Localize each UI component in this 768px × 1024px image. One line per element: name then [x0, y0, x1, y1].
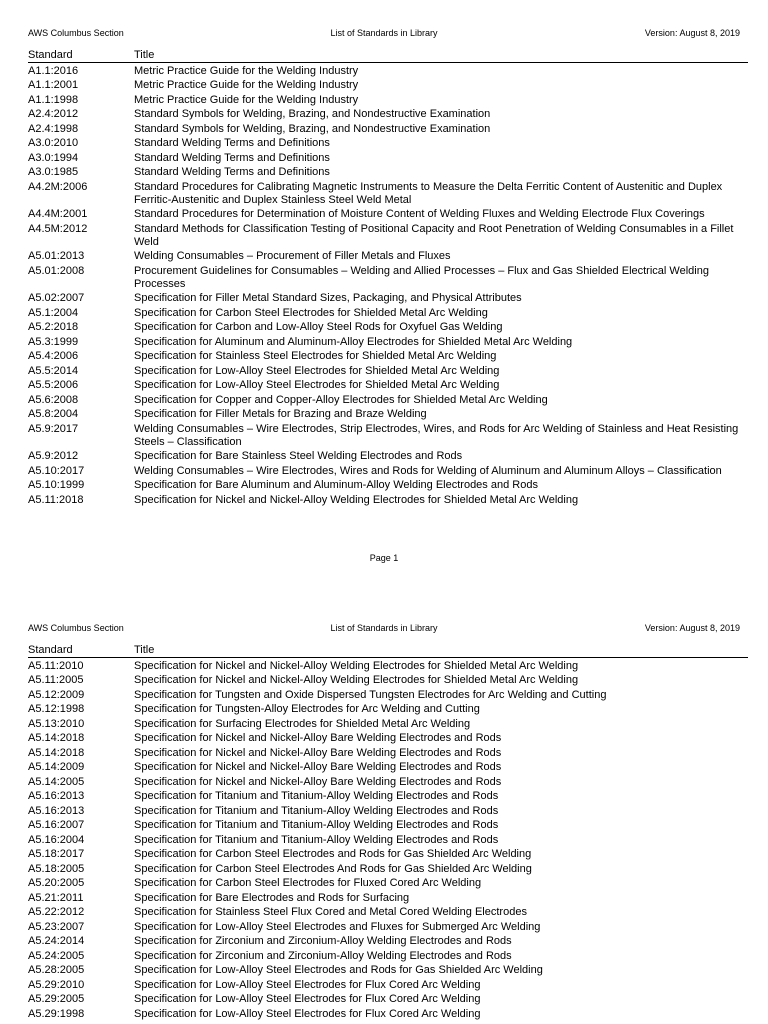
standard-title: Specification for Zirconium and Zirconium-Alloy Welding Electrodes and Rods	[134, 949, 512, 962]
standard-number: A1.1:2016	[28, 64, 79, 77]
standard-number: A5.29:2005	[28, 993, 85, 1005]
page-header	[0, 28, 768, 42]
standard-number: A3.0:2010	[28, 137, 79, 149]
standard-title: Specification for Nickel and Nickel-Alloy Bare Welding Electrodes and Rods	[134, 732, 502, 744]
table-row	[28, 906, 748, 919]
standard-title: Standard Symbols for Welding, Brazing, and Nondestructive Examination	[134, 122, 491, 135]
standard-title: Specification for Stainless Steel Flux Cored and Metal Cored Welding Electrodes	[134, 906, 527, 918]
standard-number: A5.16:2013	[28, 804, 85, 817]
standard-number: A5.11:2018	[28, 493, 84, 506]
standard-title: Specification for Tungsten and Oxide Dispersed Tungsten Electrodes for Arc Welding and Cutting	[134, 688, 607, 701]
table-row	[28, 350, 748, 363]
document-page-1	[0, 28, 768, 507]
table-row	[28, 790, 748, 803]
header-version: Version: August 8, 2019	[644, 28, 740, 38]
standard-number: A4.2M:2006	[28, 180, 88, 193]
standard-title: Specification for Low-Alloy Steel Electrodes for Flux Cored Arc Welding	[134, 978, 481, 991]
standard-number: A5.16:2007	[28, 819, 85, 831]
standard-title: Specification for Aluminum and Aluminum-Alloy Electrodes for Shielded Metal Arc Welding	[134, 335, 573, 348]
standard-title: Standard Methods for Classification Testing of Positional Capacity and Root Penetration of Welding Consumables in a Fillet Weld	[134, 222, 734, 248]
standard-number: A5.01:2008	[28, 264, 85, 277]
table-row	[28, 660, 748, 673]
standard-title: Specification for Titanium and Titanium-Alloy Welding Electrodes and Rods	[134, 790, 499, 802]
standard-number: A2.4:1998	[28, 122, 79, 135]
table-row	[28, 181, 748, 207]
standard-title: Welding Consumables – Wire Electrodes, Strip Electrodes, Wires, and Rods for Arc Welding of Stainless and Heat Resisting Steels – Classification	[134, 422, 739, 448]
standard-number: A4.4M:2001	[28, 208, 88, 220]
standard-title: Specification for Filler Metal Standard Sizes, Packaging, and Physical Attributes	[134, 292, 522, 304]
standard-title: Specification for Nickel and Nickel-Alloy Welding Electrodes for Shielded Metal Arc Welding	[134, 659, 579, 672]
standard-number: A5.5:2014	[28, 364, 79, 377]
header-doc-title: List of Standards in Library	[330, 623, 438, 633]
standard-title: Specification for Filler Metals for Brazing and Braze Welding	[134, 408, 427, 420]
standard-title: Specification for Carbon Steel Electrodes for Shielded Metal Arc Welding	[134, 306, 488, 319]
column-header-title: Title	[134, 644, 155, 656]
table-row	[28, 479, 748, 492]
standard-title: Specification for Carbon Steel Electrodes for Fluxed Cored Arc Welding	[134, 877, 482, 889]
table-row	[28, 379, 748, 392]
standard-title: Specification for Nickel and Nickel-Alloy Bare Welding Electrodes and Rods	[134, 761, 502, 773]
standard-title: Specification for Tungsten-Alloy Electrodes for Arc Welding and Cutting	[134, 703, 480, 715]
standard-number: A5.18:2005	[28, 862, 85, 875]
table-row	[28, 1008, 748, 1021]
standard-number: A4.5M:2012	[28, 222, 88, 235]
standard-number: A5.01:2013	[28, 250, 85, 262]
table-row	[28, 394, 748, 407]
standard-title: Procurement Guidelines for Consumables – Welding and Allied Processes – Flux and Gas Shielded Electrical Welding Processes	[134, 264, 709, 290]
standard-title: Standard Welding Terms and Definitions	[134, 151, 330, 164]
standard-number: A5.12:1998	[28, 703, 85, 715]
standard-number: A5.3:1999	[28, 335, 79, 348]
standard-number: A5.16:2004	[28, 833, 85, 846]
standard-number: A5.13:2010	[28, 717, 85, 730]
header-doc-title: List of Standards in Library	[330, 28, 438, 38]
table-row	[28, 123, 748, 136]
table-row	[28, 307, 748, 320]
standard-title: Standard Procedures for Calibrating Magnetic Instruments to Measure the Delta Ferritic Content of Austenitic and Duplex Ferritic-Austenitic and Duplex Stainless Steel Weld Metal	[134, 180, 723, 206]
table-row	[28, 819, 748, 832]
standard-number: A3.0:1985	[28, 166, 79, 178]
table-row	[28, 465, 748, 478]
standard-title: Welding Consumables – Wire Electrodes, Wires and Rods for Welding of Aluminum and Aluminum Alloys – Classification	[134, 464, 722, 477]
header-org: AWS Columbus Section	[28, 623, 124, 633]
table-row	[28, 703, 748, 716]
standard-number: A5.28:2005	[28, 964, 85, 976]
table-row	[28, 689, 748, 702]
standard-title: Specification for Carbon Steel Electrodes and Rods for Gas Shielded Arc Welding	[134, 848, 532, 860]
table-row	[28, 250, 748, 263]
table-row	[28, 863, 748, 876]
standard-number: A5.24:2014	[28, 935, 85, 947]
standard-number: A5.02:2007	[28, 292, 85, 304]
table-row	[28, 65, 748, 78]
standard-number: A5.6:2008	[28, 393, 79, 406]
standard-number: A1.1:1998	[28, 93, 79, 106]
standard-number: A5.21:2011	[28, 891, 84, 904]
table-row	[28, 450, 748, 463]
standard-number: A5.14:2018	[28, 732, 85, 744]
standard-title: Standard Symbols for Welding, Brazing, and Nondestructive Examination	[134, 108, 491, 120]
standard-title: Welding Consumables – Procurement of Filler Metals and Fluxes	[134, 250, 451, 262]
table-row	[28, 137, 748, 150]
standard-number: A5.29:1998	[28, 1007, 85, 1020]
standard-number: A5.14:2018	[28, 746, 85, 759]
header-version: Version: August 8, 2019	[644, 623, 740, 633]
standard-number: A5.18:2017	[28, 848, 85, 860]
standard-number: A5.9:2012	[28, 450, 79, 462]
standard-title: Specification for Titanium and Titanium-Alloy Welding Electrodes and Rods	[134, 804, 499, 817]
table-row	[28, 365, 748, 378]
standard-title: Specification for Low-Alloy Steel Electrodes and Fluxes for Submerged Arc Welding	[134, 920, 541, 933]
standard-number: A5.16:2013	[28, 790, 85, 802]
column-header-standard: Standard	[28, 49, 73, 61]
table-row	[28, 108, 748, 121]
standard-number: A5.20:2005	[28, 877, 85, 889]
standard-number: A5.12:2009	[28, 688, 85, 701]
standard-title: Specification for Low-Alloy Steel Electrodes for Flux Cored Arc Welding	[134, 1007, 481, 1020]
standard-title: Specification for Low-Alloy Steel Electrodes and Rods for Gas Shielded Arc Welding	[134, 964, 543, 976]
table-row	[28, 94, 748, 107]
table-row	[28, 223, 748, 249]
standard-number: A5.11:2005	[28, 674, 84, 686]
document-page-2	[0, 623, 768, 1021]
table-row	[28, 79, 748, 92]
standard-title: Specification for Low-Alloy Steel Electrodes for Flux Cored Arc Welding	[134, 993, 481, 1005]
standard-title: Specification for Bare Electrodes and Rods for Surfacing	[134, 891, 410, 904]
standard-number: A5.9:2017	[28, 422, 79, 435]
standard-title: Specification for Titanium and Titanium-Alloy Welding Electrodes and Rods	[134, 819, 499, 831]
table-row	[28, 877, 748, 890]
standard-number: A5.8:2004	[28, 408, 79, 420]
table-header	[28, 48, 748, 63]
standard-title: Specification for Carbon and Low-Alloy Steel Rods for Oxyfuel Gas Welding	[134, 321, 503, 333]
standards-list	[0, 660, 768, 1021]
standard-number: A5.2:2018	[28, 321, 79, 333]
standard-number: A5.14:2009	[28, 761, 85, 773]
standard-number: A5.14:2005	[28, 775, 85, 788]
table-row	[28, 921, 748, 934]
standard-title: Specification for Bare Aluminum and Aluminum-Alloy Welding Electrodes and Rods	[134, 479, 538, 491]
standard-title: Standard Procedures for Determination of Moisture Content of Welding Fluxes and Welding Electrode Flux Coverings	[134, 208, 705, 220]
table-row	[28, 776, 748, 789]
standard-title: Metric Practice Guide for the Welding Industry	[134, 64, 359, 77]
standard-number: A5.5:2006	[28, 379, 79, 391]
table-row	[28, 494, 748, 507]
standard-number: A3.0:1994	[28, 151, 79, 164]
header-org: AWS Columbus Section	[28, 28, 124, 38]
table-row	[28, 718, 748, 731]
standard-number: A5.23:2007	[28, 920, 85, 933]
table-row	[28, 292, 748, 305]
table-row	[28, 848, 748, 861]
standard-number: A5.1:2004	[28, 306, 79, 319]
table-row	[28, 321, 748, 334]
table-row	[28, 805, 748, 818]
standard-title: Standard Welding Terms and Definitions	[134, 166, 330, 178]
standard-number: A1.1:2001	[28, 79, 79, 91]
table-row	[28, 208, 748, 221]
table-row	[28, 964, 748, 977]
standard-title: Specification for Nickel and Nickel-Alloy Welding Electrodes for Shielded Metal Arc Welding	[134, 493, 579, 506]
standard-number: A5.24:2005	[28, 949, 85, 962]
table-row	[28, 265, 748, 291]
standard-title: Metric Practice Guide for the Welding Industry	[134, 79, 359, 91]
standard-title: Specification for Nickel and Nickel-Alloy Welding Electrodes for Shielded Metal Arc Welding	[134, 674, 579, 686]
standard-title: Specification for Nickel and Nickel-Alloy Bare Welding Electrodes and Rods	[134, 775, 502, 788]
table-row	[28, 892, 748, 905]
standard-number: A5.11:2010	[28, 659, 84, 672]
table-row	[28, 152, 748, 165]
standard-title: Standard Welding Terms and Definitions	[134, 137, 330, 149]
table-row	[28, 979, 748, 992]
table-row	[28, 166, 748, 179]
table-row	[28, 935, 748, 948]
table-row	[28, 747, 748, 760]
standard-title: Specification for Copper and Copper-Alloy Electrodes for Shielded Metal Arc Welding	[134, 393, 548, 406]
standard-number: A5.10:1999	[28, 479, 85, 491]
table-row	[28, 674, 748, 687]
table-row	[28, 423, 748, 449]
standard-number: A5.22:2012	[28, 906, 85, 918]
table-row	[28, 336, 748, 349]
column-header-title: Title	[134, 49, 155, 61]
table-row	[28, 834, 748, 847]
standard-title: Specification for Carbon Steel Electrodes And Rods for Gas Shielded Arc Welding	[134, 862, 532, 875]
table-row	[28, 732, 748, 745]
standard-title: Specification for Bare Stainless Steel Welding Electrodes and Rods	[134, 450, 463, 462]
standard-title: Specification for Titanium and Titanium-Alloy Welding Electrodes and Rods	[134, 833, 499, 846]
standard-title: Metric Practice Guide for the Welding Industry	[134, 93, 359, 106]
column-header-standard: Standard	[28, 644, 73, 656]
standard-title: Specification for Stainless Steel Electrodes for Shielded Metal Arc Welding	[134, 350, 497, 362]
standard-number: A5.10:2017	[28, 464, 85, 477]
standard-title: Specification for Low-Alloy Steel Electrodes for Shielded Metal Arc Welding	[134, 379, 500, 391]
standard-title: Specification for Zirconium and Zirconium-Alloy Welding Electrodes and Rods	[134, 935, 512, 947]
standard-title: Specification for Nickel and Nickel-Alloy Bare Welding Electrodes and Rods	[134, 746, 502, 759]
standard-title: Specification for Low-Alloy Steel Electrodes for Shielded Metal Arc Welding	[134, 364, 500, 377]
standards-list	[0, 65, 768, 507]
table-row	[28, 950, 748, 963]
table-row	[28, 408, 748, 421]
table-header	[28, 643, 748, 658]
table-row	[28, 761, 748, 774]
page-header	[0, 623, 768, 637]
standard-title: Specification for Surfacing Electrodes for Shielded Metal Arc Welding	[134, 717, 471, 730]
page-footer: Page 1	[369, 553, 399, 563]
standard-number: A2.4:2012	[28, 108, 79, 120]
standard-number: A5.4:2006	[28, 350, 79, 362]
table-row	[28, 993, 748, 1006]
standard-number: A5.29:2010	[28, 978, 85, 991]
